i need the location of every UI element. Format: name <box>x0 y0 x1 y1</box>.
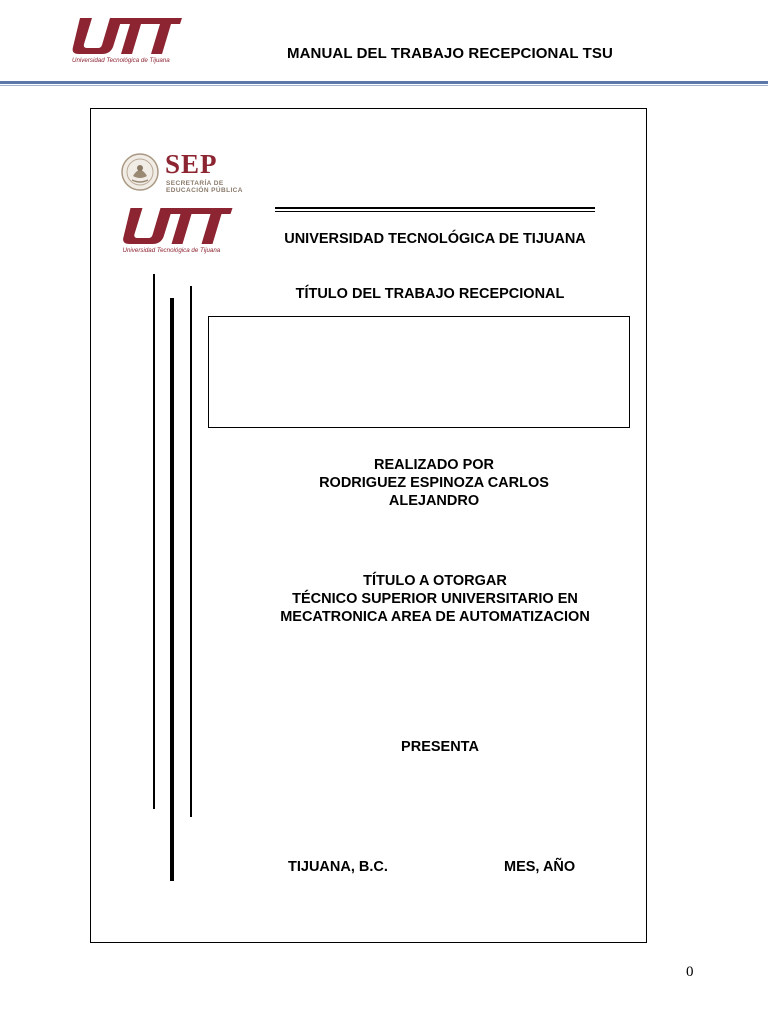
decorative-vertical-line <box>153 274 155 809</box>
header-title: MANUAL DEL TRABAJO RECEPCIONAL TSU <box>287 45 613 62</box>
sep-subtitle-line2: EDUCACIÓN PÚBLICA <box>166 187 243 194</box>
author-heading: REALIZADO POR <box>373 457 495 473</box>
author-name-line2: ALEJANDRO <box>388 493 480 509</box>
author-name-line1: RODRIGUEZ ESPINOZA CARLOS <box>319 475 549 491</box>
utt-header-logo <box>70 14 185 66</box>
utt-cover-logo-subtitle: Universidad Tecnológica de Tijuana <box>122 247 221 254</box>
decorative-vertical-line <box>190 286 192 817</box>
page-number: 0 <box>686 964 694 980</box>
sep-subtitle-line1: SECRETARÍA DE <box>166 180 224 187</box>
date-label: MES, AÑO <box>504 859 576 875</box>
degree-heading: TÍTULO A OTORGAR <box>363 573 507 589</box>
title-rule-thick <box>275 207 595 209</box>
university-name: UNIVERSIDAD TECNOLÓGICA DE TIJUANA <box>284 231 586 247</box>
decorative-vertical-line-bold <box>170 298 174 881</box>
header-rule <box>0 81 768 84</box>
mexico-seal-icon <box>120 152 160 192</box>
utt-header-logo-subtitle: Universidad Tecnológica de Tijuana <box>72 57 170 64</box>
thesis-title-heading: TÍTULO DEL TRABAJO RECEPCIONAL <box>295 286 565 302</box>
thesis-title-box <box>208 316 630 428</box>
city-label: TIJUANA, B.C. <box>288 859 388 875</box>
utt-cover-logo <box>120 204 236 256</box>
sep-logo-text: SEP <box>165 149 218 179</box>
header-rule-thin <box>0 85 768 86</box>
sep-logo-subtitle <box>166 180 243 194</box>
degree-line2: MECATRONICA AREA DE AUTOMATIZACION <box>280 609 590 625</box>
presenta-label: PRESENTA <box>401 739 479 755</box>
degree-block <box>250 572 620 626</box>
author-block <box>260 456 608 510</box>
title-rule-thin <box>275 211 595 212</box>
degree-line1: TÉCNICO SUPERIOR UNIVERSITARIO EN <box>292 591 578 607</box>
